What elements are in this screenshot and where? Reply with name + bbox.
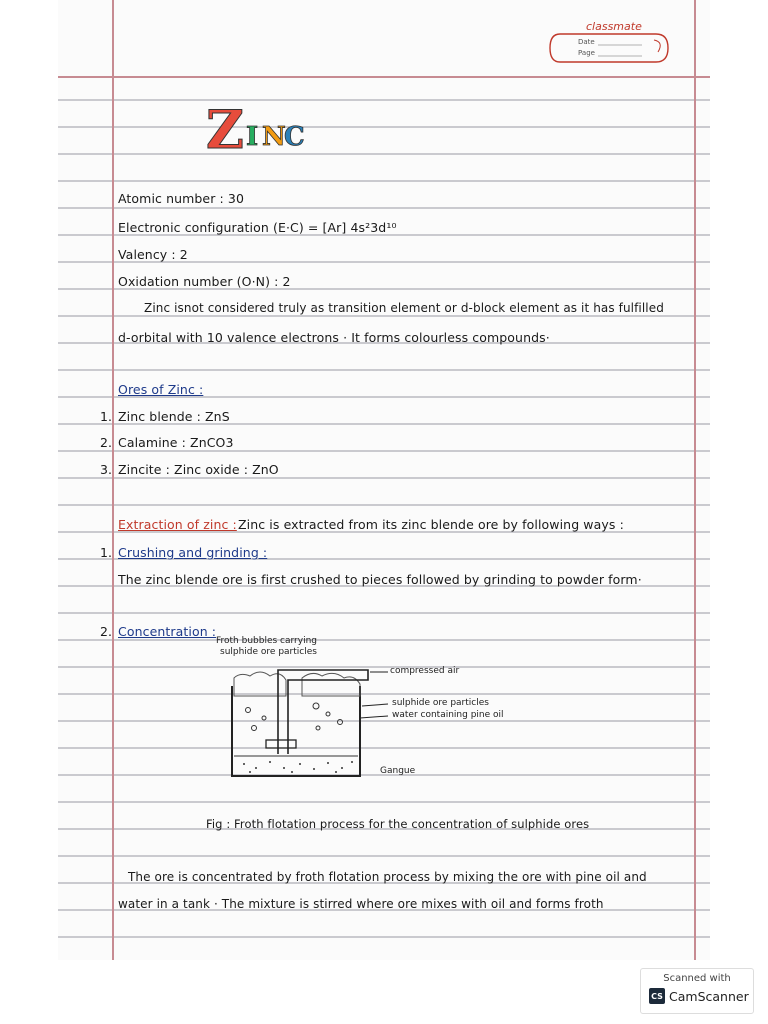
para-line-2: water in a tank · The mixture is stirred where ore mixes with oil and forms froth — [118, 897, 604, 911]
page-label: Page — [578, 49, 595, 57]
step-heading-2: Concentration : — [118, 624, 217, 639]
scanner-caption: Scanned with — [663, 973, 731, 984]
oxidation-number: Oxidation number (O·N) : 2 — [118, 274, 291, 289]
step-heading-1: Crushing and grinding : — [118, 545, 268, 560]
figure-caption: Fig : Froth flotation process for the concentration of sulphide ores — [206, 817, 590, 831]
date-label: Date — [578, 38, 595, 46]
title-letter-z: Z — [206, 100, 244, 161]
ore-item-3: Zincite : Zinc oxide : ZnO — [118, 462, 279, 477]
step-text-1: The zinc blende ore is first crushed to pieces followed by grinding to powder form· — [118, 572, 642, 587]
title-letter-c: C — [284, 122, 305, 152]
froth-flotation-diagram — [220, 656, 390, 792]
scanner-name: CamScanner — [669, 988, 749, 1004]
camscanner-watermark — [640, 968, 754, 1014]
step-num-1: 1. — [100, 545, 113, 560]
title-letter-i: I — [246, 122, 259, 152]
extraction-heading: Extraction of zinc : — [118, 517, 237, 532]
water-pine-oil-label: water containing pine oil — [392, 710, 504, 720]
date-page-box — [546, 30, 672, 66]
step-num-2: 2. — [100, 624, 113, 639]
notebook-page — [58, 0, 710, 960]
atomic-number: Atomic number : 30 — [118, 191, 245, 206]
ore-num-1: 1. — [100, 409, 113, 424]
electronic-configuration: Electronic configuration (E·C) = [Ar] 4s²3d¹⁰ — [118, 220, 397, 235]
extraction-text: Zinc is extracted from its zinc blende ore by following ways : — [238, 517, 624, 532]
froth-label-2: sulphide ore particles — [220, 647, 317, 657]
page-title — [206, 100, 326, 160]
ore-num-3: 3. — [100, 462, 113, 477]
ores-heading: Ores of Zinc : — [118, 382, 204, 397]
title-letter-n: N — [262, 122, 286, 152]
margin-line-left — [112, 0, 114, 960]
para-line-1: The ore is concentrated by froth flotation process by mixing the ore with pine oil and — [128, 870, 647, 884]
margin-line-right — [694, 0, 696, 960]
froth-label-1: Froth bubbles carrying — [216, 636, 318, 646]
ore-item-2: Calamine : ZnCO3 — [118, 435, 234, 450]
sulphide-particles-label: sulphide ore particles — [392, 698, 489, 708]
compressed-air-label: compressed air — [390, 666, 460, 676]
ruled-lines — [58, 0, 710, 960]
scanner-brand — [649, 988, 749, 1004]
gangue-label: Gangue — [380, 766, 416, 776]
intro-line-1: Zinc isnot considered truly as transition element or d-block element as it has fulfilled — [144, 301, 664, 315]
valency: Valency : 2 — [118, 247, 188, 262]
header-rule — [58, 76, 710, 78]
brand-logo: classmate — [586, 20, 642, 33]
camscanner-logo-icon: CS — [649, 988, 665, 1004]
ore-item-1: Zinc blende : ZnS — [118, 409, 230, 424]
intro-line-2: d-orbital with 10 valence electrons · It forms colourless compounds· — [118, 330, 550, 345]
ore-num-2: 2. — [100, 435, 113, 450]
